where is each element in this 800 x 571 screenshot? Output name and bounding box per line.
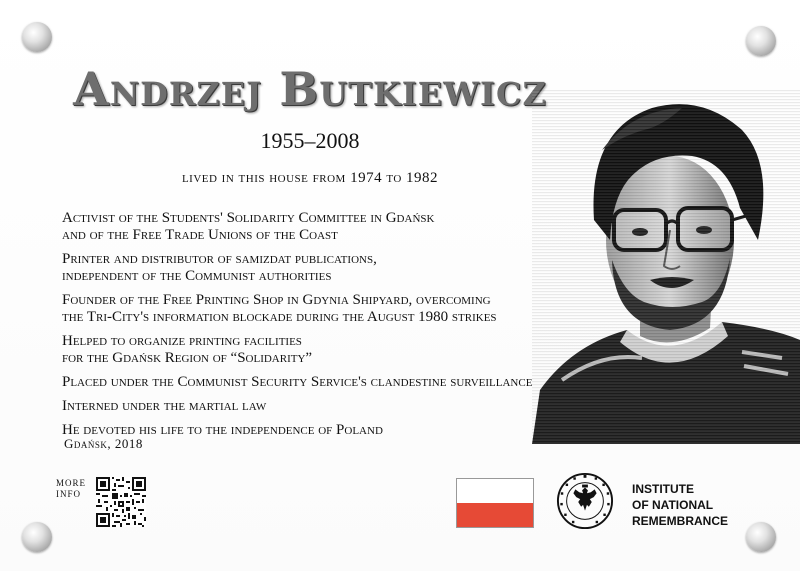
life-years: 1955–2008 [260,128,360,153]
institute-line: INSTITUTE [632,482,694,496]
institute-line: OF NATIONAL [632,498,714,512]
place-and-date: Gdańsk, 2018 [64,436,143,451]
achievement-item: Founder of the Free Printing Shop in Gdynia Shipyard, overcoming the Tri-City's information blockade during the August 1980 strikes [62,292,497,325]
achievements-list [62,210,582,446]
polish-flag [456,478,534,528]
achievement-item: Interned under the martial law [62,398,267,414]
more-info-line: INFO [56,489,82,499]
residence-period: lived in this house from 1974 to 1982 [181,170,439,186]
institute-line: REMEMBRANCE [632,514,728,528]
achievement-item: Activist of the Students' Solidarity Committee in Gdańsk and of the Free Trade Unions of the Coast [62,210,435,243]
more-info-label [56,478,92,500]
more-info-line: MORE [56,478,87,488]
flag-red-stripe [457,503,533,527]
screw-bottom-right-icon [746,522,776,552]
ipn-eagle-seal-icon [556,472,614,530]
screw-top-right-icon [746,26,776,56]
screw-top-left-icon [22,22,52,52]
achievement-item: Placed under the Communist Security Service's clandestine surveillance [62,374,533,390]
institute-name [632,481,728,529]
screw-bottom-left-icon [22,522,52,552]
person-name: Andrzej Butkiewicz [73,62,547,116]
achievement-item: Printer and distributor of samizdat publications, independent of the Communist authorities [62,251,377,284]
achievement-item: He devoted his life to the independence of Poland [62,422,383,438]
achievement-item: Helped to organize printing facilities for the Gdańsk Region of “Solidarity” [62,333,313,366]
flag-white-stripe [457,479,533,503]
portrait-photo [532,90,800,444]
qr-code-icon[interactable] [96,477,146,527]
